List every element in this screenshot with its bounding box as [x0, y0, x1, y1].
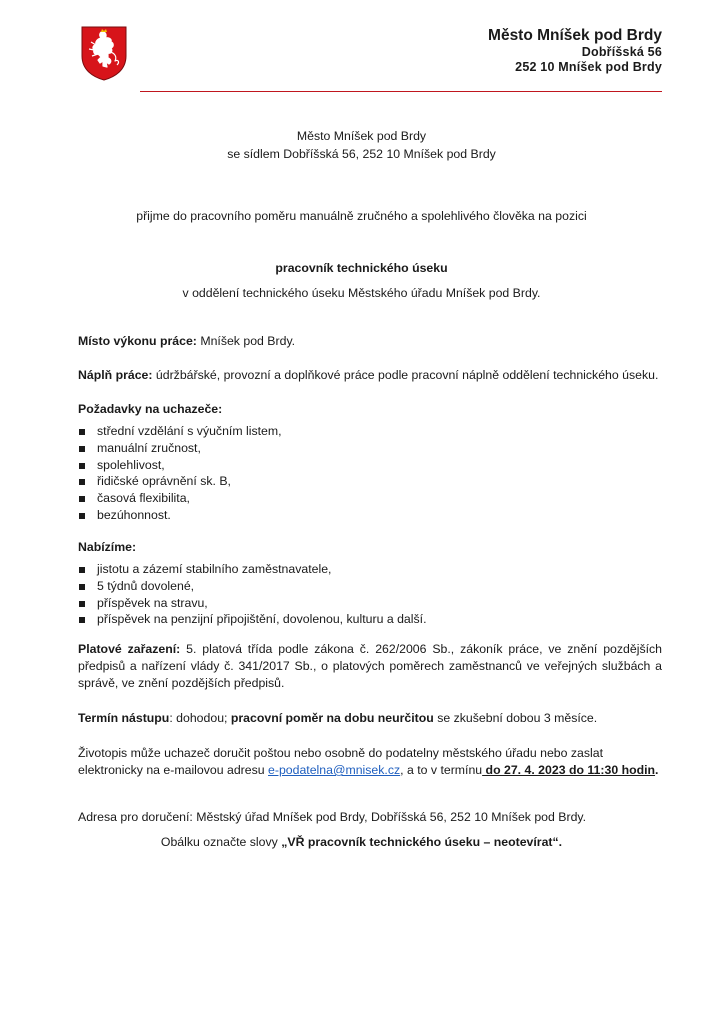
employer-name: Město Mníšek pod Brdy — [296, 129, 427, 143]
header-divider — [140, 91, 662, 92]
list-item: příspěvek na stravu, — [78, 595, 638, 612]
hire-statement: přijme do pracovního poměru manuálně zručného a spolehlivého člověka na pozici — [136, 209, 587, 223]
list-item: manuální zručnost, — [78, 440, 638, 457]
department-text: v oddělení technického úseku Městského úřadu Mníšek pod Brdy. — [182, 286, 541, 300]
letterhead — [488, 27, 662, 75]
start-line — [78, 710, 662, 727]
deadline: do 27. 4. 2023 do 11:30 hodin — [482, 763, 656, 777]
duties-label: Náplň práce: — [78, 368, 153, 382]
envelope-label: „VŘ pracovník technického úseku – neotevírat“. — [281, 835, 563, 849]
duties-line — [78, 367, 662, 384]
deadline-end: . — [655, 763, 659, 777]
list-item: řidičské oprávnění sk. B, — [78, 473, 638, 490]
list-item: 5 týdnů dovolené, — [78, 578, 638, 595]
workplace-value: Mníšek pod Brdy. — [196, 334, 296, 348]
cv-text: Životopis může uchazeč doručit poštou nebo osobně do podatelny městského úřadu nebo zaslat elektronicky na e-mailovou adresu — [78, 746, 604, 777]
list-item: časová flexibilita, — [78, 490, 638, 507]
list-item: spolehlivost, — [78, 457, 638, 474]
town-name: Město Mníšek pod Brdy — [488, 27, 662, 44]
offer-list — [78, 561, 638, 628]
cv-paragraph — [78, 745, 662, 779]
duties-value: údržbářské, provozní a doplňkové práce podle pracovní náplně oddělení technického úseku. — [152, 368, 659, 382]
contract-type: pracovní poměr na dobu neurčitou — [230, 711, 434, 725]
town-street: Dobříšská 56 — [581, 45, 662, 59]
position-title: pracovník technického úseku — [275, 261, 448, 275]
salary-value: 5. platová třída podle zákona č. 262/2006 Sb., zákoník práce, ve znění pozdějších předpisů a nařízení vlády č. 341/2017 Sb., o platových poměrech zaměstnanců ve veřejných službách a správě, ve znění pozdějších předpisů. — [78, 642, 663, 690]
requirements-heading: Požadavky na uchazeče: — [78, 402, 223, 416]
list-item: jistotu a zázemí stabilního zaměstnavatele, — [78, 561, 638, 578]
envelope-line — [0, 834, 723, 851]
salary-label: Platové zařazení: — [78, 642, 181, 656]
town-city: 252 10 Mníšek pod Brdy — [515, 60, 662, 74]
start-text: : dohodou; — [169, 711, 231, 725]
start-label: Termín nástupu — [78, 711, 170, 725]
list-item: střední vzdělání s výučním listem, — [78, 423, 638, 440]
workplace-label: Místo výkonu práce: — [78, 334, 197, 348]
probation-text: se zkušební dobou 3 měsíce. — [433, 711, 598, 725]
email-link[interactable]: e-podatelna@mnisek.cz — [268, 763, 401, 777]
requirements-list — [78, 423, 638, 524]
delivery-address: Adresa pro doručení: Městský úřad Mníšek pod Brdy, Dobříšská 56, 252 10 Mníšek pod Brdy. — [78, 810, 587, 824]
employer-address: se sídlem Dobříšská 56, 252 10 Mníšek pod Brdy — [227, 147, 496, 161]
workplace-line — [78, 333, 662, 350]
offer-heading: Nabízíme: — [78, 540, 137, 554]
list-item: příspěvek na penzijní připojištění, dovolenou, kulturu a další. — [78, 611, 638, 628]
salary-paragraph — [78, 641, 662, 692]
list-item: bezúhonnost. — [78, 507, 638, 524]
coat-of-arms-icon — [79, 24, 129, 82]
envelope-prefix: Obálku označte slovy — [160, 835, 282, 849]
cv-deadline-intro: , a to v termínu — [400, 763, 483, 777]
